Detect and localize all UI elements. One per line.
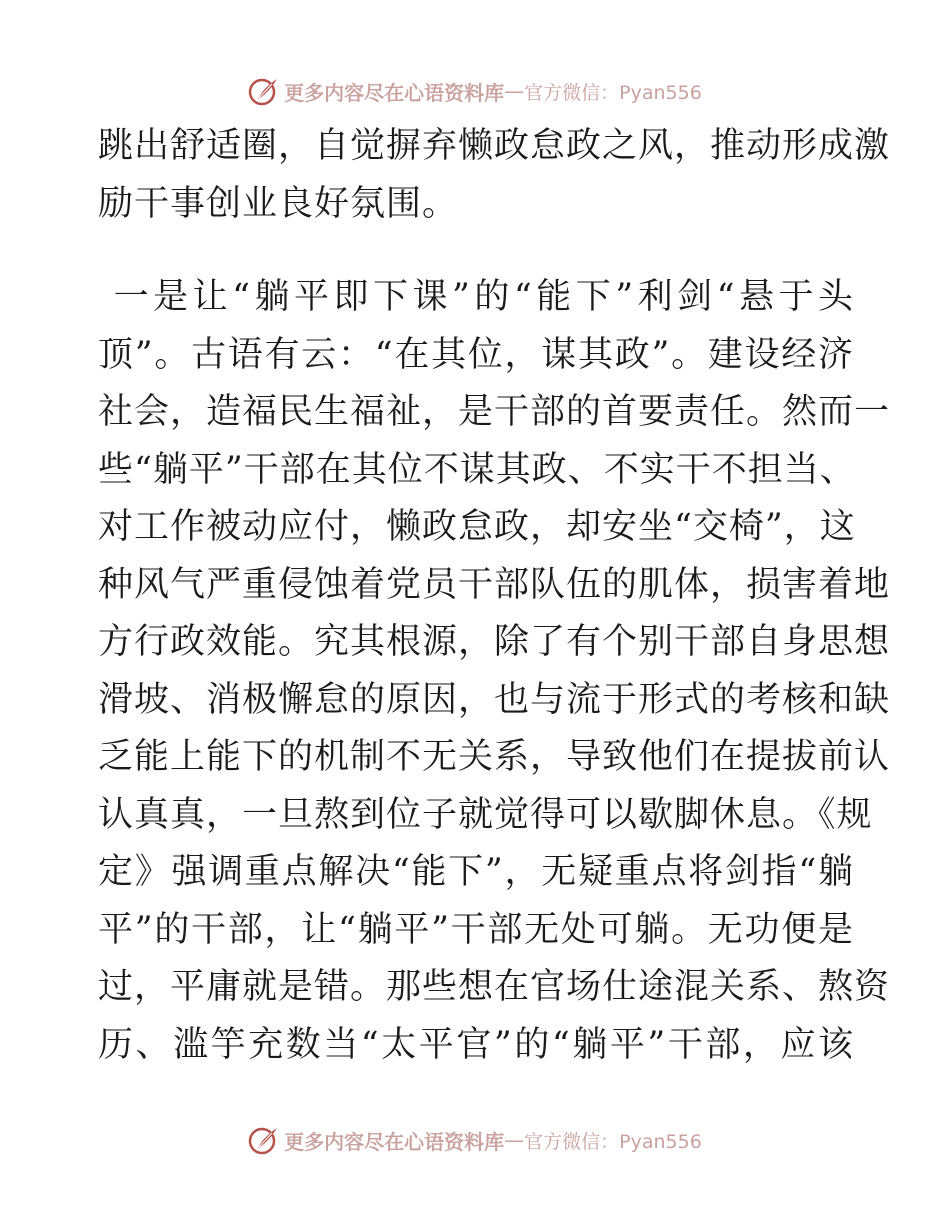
text-line: 社会，造福民生福祉，是干部的首要责任。然而一 xyxy=(98,392,891,432)
header-banner-text: 更多内容尽在心语资料库 xyxy=(284,80,505,105)
header-banner-contact: 官方微信：Pyan556 xyxy=(524,81,702,104)
text-line: 方行政效能。究其根源，除了有个别干部自身思想 xyxy=(98,622,891,662)
text-line: 定》强调重点解决“能下”，无疑重点将剑指“躺 xyxy=(98,852,854,892)
feather-pen-logo-icon xyxy=(248,1124,280,1156)
text-line: 历、滥竽充数当“太平官”的“躺平”干部，应该 xyxy=(98,1024,854,1065)
footer-banner xyxy=(0,1120,950,1160)
text-line: 跳出舒适圈，自觉摒弃懒政怠政之风，推动形成激 xyxy=(98,126,891,166)
header-banner-separator: — xyxy=(504,79,525,103)
footer-banner-contact: 官方微信：Pyan556 xyxy=(524,1130,702,1153)
paragraph-2 xyxy=(98,269,891,1074)
text-line: 一是让“躺平即下课”的“能下”利剑“悬于头 xyxy=(98,277,854,317)
text-line: 平”的干部，让“躺平”干部无处可躺。无功便是 xyxy=(98,909,854,950)
text-line: 种风气严重侵蚀着党员干部队伍的肌体，损害着地 xyxy=(98,564,891,605)
text-line: 顶”。古语有云：“在其位，谋其政”。建设经济 xyxy=(98,334,854,375)
feather-pen-logo-icon xyxy=(248,75,280,107)
text-line: 些“躺平”干部在其位不谋其政、不实干不担当、 xyxy=(98,449,856,490)
header-banner xyxy=(0,71,950,111)
text-line: 过，平庸就是错。那些想在官场仕途混关系、熬资 xyxy=(98,967,891,1007)
paragraph-1 xyxy=(98,118,891,233)
footer-banner-text: 更多内容尽在心语资料库 xyxy=(284,1129,505,1154)
text-line: 乏能上能下的机制不无关系，导致他们在提拔前认 xyxy=(98,737,891,777)
paragraph-gap xyxy=(98,233,854,269)
text-line: 滑坡、消极懈怠的原因，也与流于形式的考核和缺 xyxy=(98,679,891,720)
footer-banner-separator: — xyxy=(504,1128,525,1152)
text-line: 励干事创业良好氛围。 xyxy=(98,183,459,224)
text-line: 对工作被动应付，懒政怠政，却安坐“交椅”，这 xyxy=(98,507,856,547)
text-line: 认真真，一旦熬到位子就觉得可以歇脚休息。《规 xyxy=(98,794,873,835)
document-body xyxy=(98,118,891,1074)
